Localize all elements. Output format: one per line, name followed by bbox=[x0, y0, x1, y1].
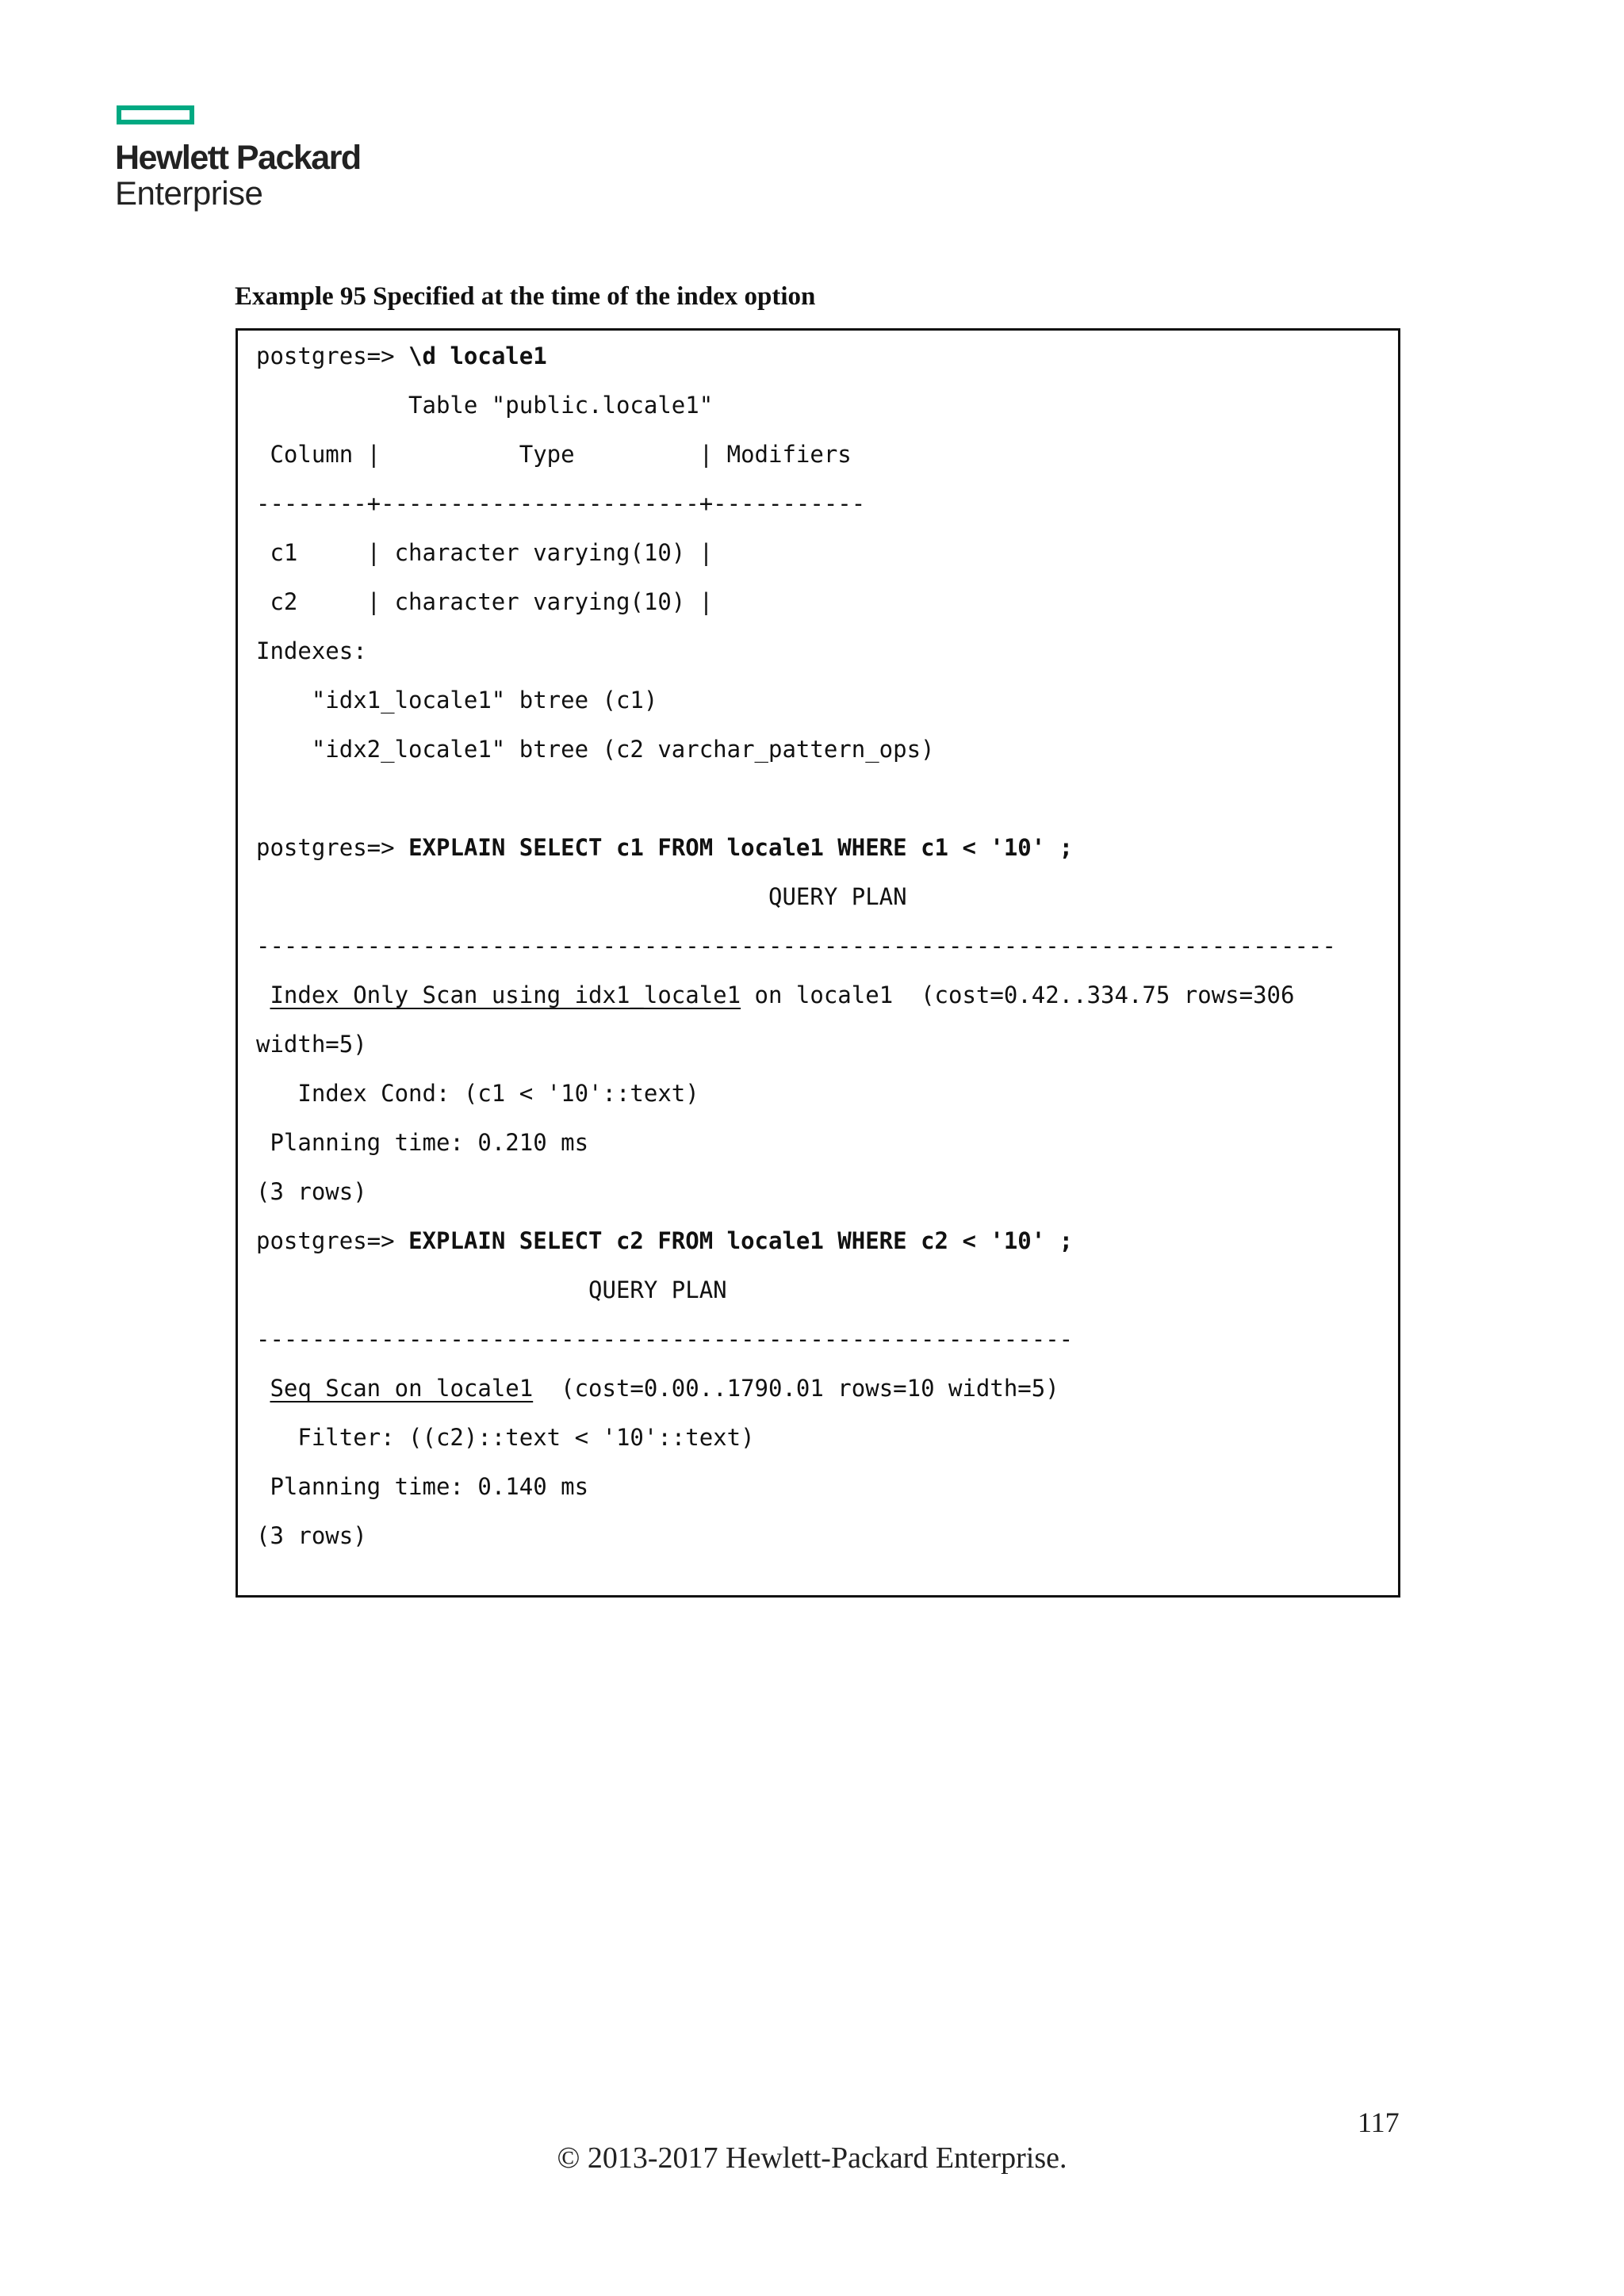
code-line-17: (3 rows) bbox=[256, 1178, 367, 1205]
copyright-notice: © 2013-2017 Hewlett-Packard Enterprise. bbox=[557, 2141, 1067, 2175]
page-number: 117 bbox=[1358, 2107, 1400, 2138]
code-line-5: c1 | character varying(10) | bbox=[256, 539, 714, 566]
logo-text-line2: Enterprise bbox=[115, 174, 263, 212]
code-line-13: Index Only Scan using idx1_locale1 on locale1 (cost=0.42..334.75 rows=306 bbox=[270, 982, 1295, 1008]
code-line-21: Seq Scan on locale1 (cost=0.00..1790.01 rows=10 width=5) bbox=[270, 1375, 1059, 1402]
example-caption: Example 95 Specified at the time of the index option bbox=[235, 282, 816, 311]
code-line-8: "idx1_locale1" btree (c1) bbox=[256, 687, 658, 714]
hpe-logo bbox=[115, 105, 361, 212]
code-line-19: QUERY PLAN bbox=[256, 1276, 727, 1303]
code-line-15: Index Cond: (c1 < '10'::text) bbox=[256, 1080, 699, 1107]
code-block bbox=[236, 328, 1400, 1598]
code-line-14: width=5) bbox=[256, 1031, 367, 1058]
code-line-11: QUERY PLAN bbox=[256, 883, 907, 910]
code-line-18: postgres=> EXPLAIN SELECT c2 FROM locale1 WHERE c2 < '10' ; bbox=[256, 1227, 1074, 1254]
code-line-9: "idx2_locale1" btree (c2 varchar_pattern_ops) bbox=[256, 736, 935, 763]
code-line-1: postgres=> \d locale1 bbox=[256, 342, 547, 369]
hpe-logo-bar bbox=[117, 105, 194, 124]
code-line-3: Column | Type | Modifiers bbox=[256, 441, 852, 468]
code-line-10: postgres=> EXPLAIN SELECT c1 FROM locale1 WHERE c1 < '10' ; bbox=[256, 834, 1074, 861]
logo-text-line1: Hewlett Packard bbox=[115, 139, 361, 177]
code-line-12: ------------------------------------------------------------------------------ bbox=[256, 932, 1336, 959]
code-line-16: Planning time: 0.210 ms bbox=[256, 1129, 589, 1156]
code-line-20: ----------------------------------------------------------- bbox=[256, 1326, 1074, 1353]
code-line-4: --------+-----------------------+----------- bbox=[256, 490, 866, 517]
code-line-22: Filter: ((c2)::text < '10'::text) bbox=[256, 1424, 755, 1451]
code-line-2: Table "public.locale1" bbox=[256, 392, 714, 419]
code-line-24: (3 rows) bbox=[256, 1522, 367, 1549]
code-line-6: c2 | character varying(10) | bbox=[256, 588, 714, 615]
code-line-7: Indexes: bbox=[256, 637, 367, 664]
code-line-23: Planning time: 0.140 ms bbox=[256, 1473, 589, 1500]
